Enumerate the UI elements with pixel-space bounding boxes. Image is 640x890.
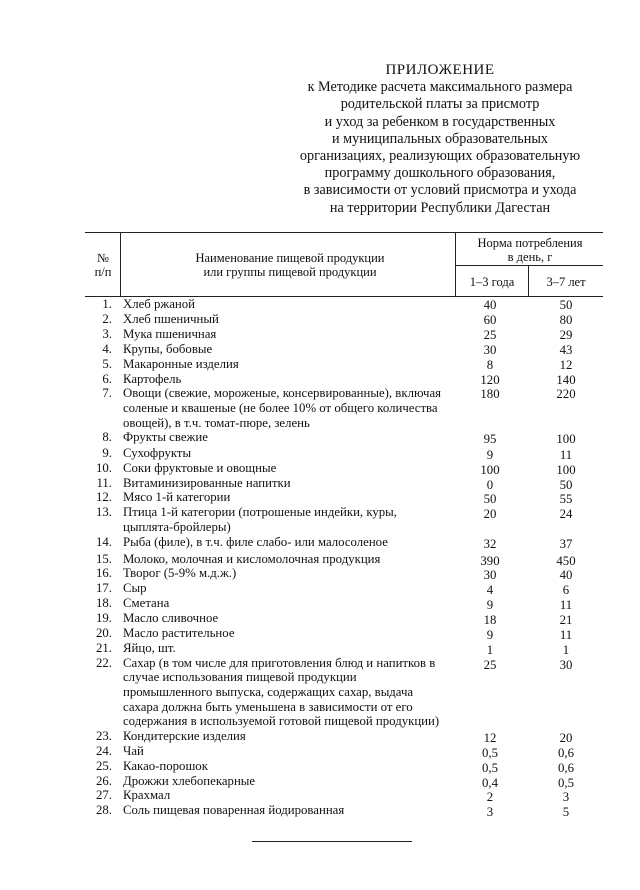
row-number: 13. (96, 505, 112, 520)
row-product-name (123, 596, 453, 611)
row-product-name-line: содержания в используемой готовой пищевой продукции) (123, 714, 440, 729)
row-product-name-line: Хлеб пшеничный (123, 311, 219, 326)
col-header-name-line2: или группы пищевой продукции (203, 265, 377, 279)
row-value-1-3-years: 0,5 (482, 745, 498, 760)
row-value-1-3-years: 32 (483, 536, 497, 551)
row-product-name-line: Фрукты свежие (123, 430, 208, 445)
row-value-1-3-years: 25 (483, 327, 497, 342)
row-product-name (123, 476, 453, 491)
row-value-1-3-years: 95 (483, 432, 497, 447)
appendix-title: ПРИЛОЖЕНИЕ (385, 62, 495, 78)
row-value-3-7-years: 24 (559, 507, 573, 522)
row-product-name (123, 729, 453, 744)
row-number: 4. (102, 341, 112, 356)
row-product-name (123, 505, 453, 534)
row-number: 12. (96, 490, 112, 505)
row-product-name-line: Картофель (123, 371, 182, 386)
row-product-name-line: Птица 1-й категории (потрошеные индейки, куры, (123, 505, 397, 520)
row-number: 28. (96, 803, 112, 818)
row-value-3-7-years: 140 (556, 372, 576, 387)
row-product-name-line: Чай (123, 743, 144, 758)
row-product-name (123, 759, 453, 774)
col-header-age-3-7: 3–7 лет (546, 275, 586, 289)
row-product-name-line: Дрожжи хлебопекарные (123, 773, 256, 788)
row-number: 23. (96, 728, 112, 743)
col-header-name-line1: Наименование пищевой продукции (195, 251, 385, 265)
row-value-3-7-years: 40 (559, 568, 573, 583)
row-product-name (123, 774, 453, 789)
row-product-name-line: Мясо 1-й категории (123, 490, 231, 505)
row-value-1-3-years: 180 (480, 387, 500, 402)
row-value-1-3-years: 60 (483, 312, 497, 327)
row-number: 5. (102, 356, 112, 371)
header-line: к Методике расчета максимального размера (307, 79, 573, 96)
row-product-name (123, 803, 453, 818)
row-value-3-7-years: 43 (559, 342, 573, 357)
header-line: родительской платы за присмотр (340, 96, 540, 113)
row-number: 21. (96, 640, 112, 655)
row-product-name (123, 788, 453, 803)
row-product-name-line: Яйцо, шт. (123, 640, 176, 655)
col-header-name (140, 251, 440, 279)
header-line: программу дошкольного образования, (324, 165, 556, 182)
row-value-1-3-years: 100 (480, 462, 500, 477)
row-number: 9. (102, 445, 112, 460)
row-number: 11. (96, 475, 112, 490)
row-product-name-line: Рыба (филе), в т.ч. филе слабо- или малосоленое (123, 534, 388, 549)
row-value-1-3-years: 1 (486, 642, 494, 657)
row-value-1-3-years: 9 (486, 447, 494, 462)
row-value-1-3-years: 120 (480, 372, 500, 387)
row-product-name-line: Сахар (в том числе для приготовления блюд и напитков в (123, 655, 436, 670)
footer-divider (252, 841, 412, 842)
row-product-name-line: Витаминизированные напитки (123, 475, 291, 490)
row-product-name-line: Сметана (123, 596, 170, 611)
row-product-name-line: случае использования пищевой продукции (123, 670, 357, 685)
col-header-norm-line2: в день, г (507, 250, 553, 264)
row-value-1-3-years: 40 (483, 298, 497, 312)
row-value-3-7-years: 11 (559, 598, 573, 613)
row-product-name (123, 461, 453, 476)
row-value-3-7-years: 0,5 (558, 775, 574, 790)
row-value-3-7-years: 55 (559, 492, 573, 507)
row-number: 7. (102, 386, 112, 401)
row-product-name (123, 312, 453, 327)
row-product-name-line: Сухофрукты (123, 445, 192, 460)
row-value-3-7-years: 0,6 (558, 760, 574, 775)
header-line: организациях, реализующих образовательную (299, 148, 581, 165)
row-product-name-line: сахара должна быть уменьшена в зависимости от его (123, 699, 413, 714)
col-header-number (88, 251, 118, 279)
row-product-name (123, 297, 453, 312)
row-value-3-7-years: 0,6 (558, 745, 574, 760)
row-number: 27. (96, 788, 112, 803)
row-number: 3. (102, 326, 112, 341)
row-value-3-7-years: 6 (562, 583, 570, 598)
col-divider-age (528, 265, 529, 296)
row-value-1-3-years: 50 (483, 492, 497, 507)
row-value-3-7-years: 50 (559, 477, 573, 492)
col-header-number-line2: п/п (94, 265, 112, 279)
row-product-name-line: Какао-порошок (123, 758, 208, 773)
row-value-3-7-years: 11 (559, 447, 573, 462)
row-number: 18. (96, 596, 112, 611)
row-product-name-line: Сыр (123, 581, 147, 596)
row-product-name (123, 611, 453, 626)
row-product-name-line: Кондитерские изделия (123, 728, 246, 743)
col-header-age-1-3: 1–3 года (469, 275, 515, 289)
row-product-name-line: Соки фруктовые и овощные (123, 460, 277, 475)
row-number: 19. (96, 611, 112, 626)
row-product-name (123, 641, 453, 656)
row-value-3-7-years: 3 (562, 790, 570, 805)
row-value-3-7-years: 30 (559, 657, 573, 672)
row-product-name-line: Соль пищевая поваренная йодированная (123, 803, 345, 818)
row-number: 26. (96, 773, 112, 788)
row-value-1-3-years: 9 (486, 598, 494, 613)
col-divider-num (120, 232, 121, 296)
col-header-norm-line1: Норма потребления (477, 236, 583, 250)
row-product-name-line: Масло растительное (123, 626, 235, 640)
row-value-3-7-years: 29 (559, 327, 573, 342)
row-value-1-3-years: 4 (486, 583, 494, 598)
row-product-name-line: соленые и квашеные (не более 10% от общего количества (123, 400, 438, 415)
row-value-1-3-years: 25 (483, 657, 497, 672)
row-value-3-7-years: 50 (559, 298, 573, 312)
row-value-1-3-years: 20 (483, 507, 497, 522)
row-value-1-3-years: 30 (483, 342, 497, 357)
row-value-3-7-years: 80 (559, 312, 573, 327)
row-product-name-line: промышленного выпуска, содержащих сахар, выдача (123, 684, 414, 699)
row-number: 20. (96, 626, 112, 640)
row-value-1-3-years: 0 (486, 477, 494, 492)
row-product-name-line: Хлеб ржаной (123, 297, 196, 311)
row-value-1-3-years: 390 (480, 553, 500, 568)
row-product-name-line: цыплята-бройлеры) (123, 519, 231, 534)
header-line: в зависимости от условий присмотра и ухода (303, 182, 577, 199)
row-product-name-line: Крахмал (123, 788, 171, 803)
row-product-name-line: Мука пшеничная (123, 326, 217, 341)
row-value-3-7-years: 11 (559, 628, 573, 642)
row-value-1-3-years: 0,4 (482, 775, 498, 790)
row-value-1-3-years: 8 (486, 357, 494, 372)
row-product-name (123, 566, 453, 581)
row-value-3-7-years: 100 (556, 462, 576, 477)
row-value-3-7-years: 220 (556, 387, 576, 402)
row-product-name-line: Макаронные изделия (123, 356, 239, 371)
row-value-1-3-years: 9 (486, 628, 494, 642)
row-value-3-7-years: 37 (559, 536, 573, 551)
norm-divider (455, 265, 603, 266)
row-product-name-line: Овощи (свежие, мороженые, консервированные), включая (123, 386, 442, 401)
row-product-name (123, 656, 453, 729)
row-number: 2. (102, 311, 112, 326)
row-number: 8. (102, 430, 112, 445)
row-number: 22. (96, 655, 112, 670)
row-value-1-3-years: 3 (486, 805, 494, 820)
row-number: 25. (96, 758, 112, 773)
row-product-name-line: Молоко, молочная и кисломолочная продукция (123, 551, 381, 566)
appendix-header (280, 62, 600, 217)
row-product-name (123, 490, 453, 505)
header-line: и уход за ребенком в государственных (324, 113, 556, 130)
row-number: 14. (96, 534, 112, 549)
row-product-name (123, 372, 453, 387)
row-product-name (123, 744, 453, 759)
col-divider-name (455, 232, 456, 296)
row-value-3-7-years: 12 (559, 357, 573, 372)
col-header-norm (457, 236, 603, 264)
row-product-name-line: Масло сливочное (123, 611, 219, 626)
row-product-name (123, 581, 453, 596)
row-product-name (123, 357, 453, 372)
row-number: 16. (96, 566, 112, 581)
row-value-3-7-years: 20 (559, 730, 573, 745)
table-top-border (85, 232, 603, 233)
row-product-name (123, 626, 453, 641)
row-value-1-3-years: 18 (483, 613, 497, 628)
row-number: 24. (96, 743, 112, 758)
row-number: 15. (96, 551, 112, 566)
row-product-name (123, 342, 453, 357)
row-value-1-3-years: 12 (483, 730, 497, 745)
row-value-3-7-years: 450 (556, 553, 576, 568)
row-value-3-7-years: 100 (556, 432, 576, 447)
row-product-name-line: Крупы, бобовые (123, 341, 213, 356)
row-product-name (123, 552, 453, 567)
row-product-name (123, 386, 453, 430)
row-product-name-line: овощей), в т.ч. томат-пюре, зелень (123, 415, 310, 430)
header-line: на территории Республики Дагестан (329, 199, 551, 216)
row-number: 6. (102, 371, 112, 386)
row-number: 1. (102, 297, 112, 311)
row-number: 17. (96, 581, 112, 596)
row-value-1-3-years: 2 (486, 790, 494, 805)
row-product-name (123, 446, 453, 461)
header-line: и муниципальных образовательных (332, 130, 548, 147)
row-value-3-7-years: 5 (562, 805, 570, 820)
row-product-name (123, 535, 453, 550)
row-value-3-7-years: 1 (562, 642, 570, 657)
row-product-name-line: Творог (5-9% м.д.ж.) (123, 566, 237, 581)
row-number: 10. (96, 460, 112, 475)
row-value-1-3-years: 0,5 (482, 760, 498, 775)
row-value-3-7-years: 21 (559, 613, 573, 628)
row-value-1-3-years: 30 (483, 568, 497, 583)
row-product-name (123, 327, 453, 342)
row-product-name (123, 430, 453, 445)
col-header-number-line1: № (97, 251, 109, 265)
